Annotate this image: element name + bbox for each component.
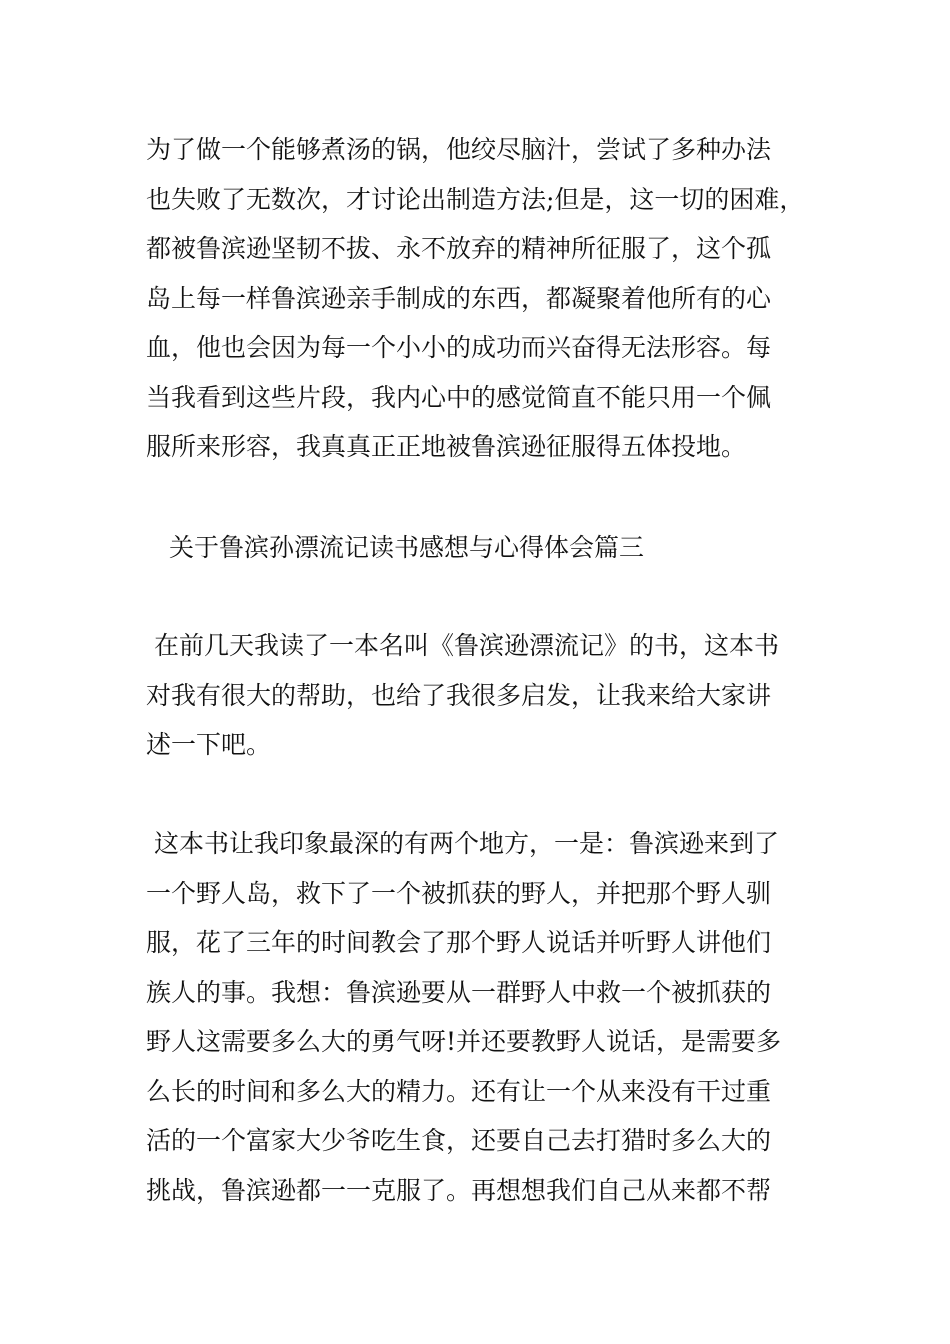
text-line: 为了做一个能够煮汤的锅，他绞尽脑汁，尝试了多种办法 <box>146 135 772 164</box>
text-line: 也失败了无数次，才讨论出制造方法;但是，这一切的困难， <box>146 184 805 214</box>
text-line: 这本书让我印象最深的有两个地方，一是：鲁滨逊来到了 <box>146 829 779 858</box>
text-line: 述一下吧。 <box>146 730 272 759</box>
paragraph-1 <box>146 125 826 472</box>
paragraph-2 <box>146 621 826 770</box>
text-line: 野人这需要多么大的勇气呀!并还要教野人说话，是需要多 <box>146 1027 782 1056</box>
text-line: 活的一个富家大少爷吃生食，还要自己去打猎时多么大的 <box>146 1126 772 1155</box>
text-line: 族人的事。我想：鲁滨逊要从一群野人中救一个被抓获的 <box>146 977 772 1007</box>
text-line: 服，花了三年的时间教会了那个野人说话并听野人讲他们 <box>146 928 772 957</box>
heading-text: 关于鲁滨孙漂流记读书感想与心得体会篇三 <box>169 533 645 562</box>
text-line: 在前几天我读了一本名叫《鲁滨逊漂流记》的书，这本书 <box>146 631 779 660</box>
paragraph-3 <box>146 819 826 1215</box>
text-line: 对我有很大的帮助，也给了我很多启发，让我来给大家讲 <box>146 680 772 710</box>
text-line: 岛上每一样鲁滨逊亲手制成的东西，都凝聚着他所有的心 <box>146 283 772 313</box>
text-line: 服所来形容，我真真正正地被鲁滨逊征服得五体投地。 <box>146 432 747 461</box>
text-line: 么长的时间和多么大的精力。还有让一个从来没有干过重 <box>146 1076 772 1106</box>
text-line: 血，他也会因为每一个小小的成功而兴奋得无法形容。每 <box>146 333 772 362</box>
text-line: 当我看到这些片段，我内心中的感觉简直不能只用一个佩 <box>146 382 772 412</box>
text-line: 都被鲁滨逊坚韧不拔、永不放弃的精神所征服了，这个孤 <box>146 234 772 263</box>
text-line: 一个野人岛，救下了一个被抓获的野人，并把那个野人驯 <box>146 878 772 908</box>
section-heading <box>169 523 849 573</box>
text-line: 挑战，鲁滨逊都一一克服了。再想想我们自己从来都不帮 <box>146 1175 772 1205</box>
